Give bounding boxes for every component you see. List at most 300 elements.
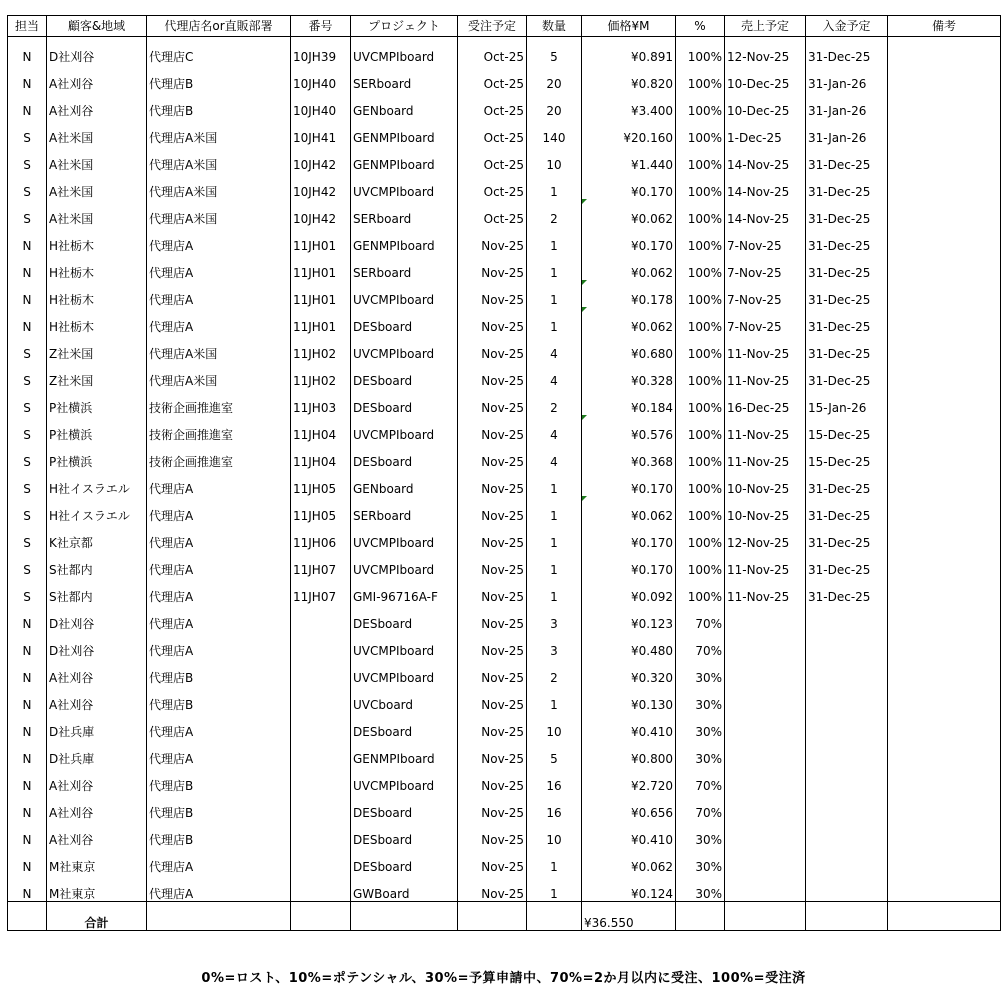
cell-percent[interactable]: 100%: [676, 64, 725, 91]
cell-customer[interactable]: H社栃木: [47, 280, 147, 307]
cell-order-date[interactable]: Nov-25: [458, 847, 527, 874]
cell-project[interactable]: DESboard: [351, 361, 458, 388]
cell-tanto[interactable]: S: [8, 388, 47, 415]
cell-sales-date[interactable]: [725, 631, 806, 658]
cell-quantity[interactable]: 20: [527, 64, 582, 91]
cell-sales-date[interactable]: 11-Nov-25: [725, 577, 806, 604]
cell-project[interactable]: GENMPIboard: [351, 739, 458, 766]
cell-tanto[interactable]: N: [8, 307, 47, 334]
cell-payment-date[interactable]: [806, 685, 888, 712]
cell-sales-date[interactable]: 11-Nov-25: [725, 361, 806, 388]
cell-payment-date[interactable]: 31-Dec-25: [806, 523, 888, 550]
cell-number[interactable]: 11JH02: [291, 334, 351, 361]
cell-quantity[interactable]: 4: [527, 415, 582, 442]
cell-percent[interactable]: 100%: [676, 307, 725, 334]
cell-payment-date[interactable]: [806, 712, 888, 739]
cell-price[interactable]: ¥1.440: [582, 145, 676, 172]
cell-price[interactable]: ¥0.820: [582, 64, 676, 91]
cell-customer[interactable]: A社刈谷: [47, 685, 147, 712]
cell-sales-date[interactable]: [725, 685, 806, 712]
cell-percent[interactable]: 30%: [676, 739, 725, 766]
cell-payment-date[interactable]: [806, 793, 888, 820]
cell-number[interactable]: [291, 604, 351, 631]
total-cell-blank[interactable]: [676, 902, 725, 931]
cell-notes[interactable]: [888, 253, 1001, 280]
cell-project[interactable]: DESboard: [351, 847, 458, 874]
cell-customer[interactable]: D社兵庫: [47, 739, 147, 766]
cell-project[interactable]: UVCMPIboard: [351, 550, 458, 577]
cell-notes[interactable]: [888, 712, 1001, 739]
cell-percent[interactable]: 100%: [676, 280, 725, 307]
cell-percent[interactable]: 100%: [676, 361, 725, 388]
cell-order-date[interactable]: Nov-25: [458, 820, 527, 847]
cell-price[interactable]: ¥0.320: [582, 658, 676, 685]
cell-tanto[interactable]: S: [8, 550, 47, 577]
cell-quantity[interactable]: 16: [527, 793, 582, 820]
cell-order-date[interactable]: Nov-25: [458, 361, 527, 388]
cell-notes[interactable]: [888, 415, 1001, 442]
cell-order-date[interactable]: Oct-25: [458, 37, 527, 65]
cell-number[interactable]: 11JH04: [291, 442, 351, 469]
cell-notes[interactable]: [888, 280, 1001, 307]
cell-number[interactable]: 11JH01: [291, 253, 351, 280]
cell-project[interactable]: DESboard: [351, 712, 458, 739]
cell-notes[interactable]: [888, 334, 1001, 361]
cell-tanto[interactable]: S: [8, 145, 47, 172]
cell-agent[interactable]: 代理店A: [147, 253, 291, 280]
header-cell-sales-date[interactable]: 売上予定: [725, 16, 806, 37]
cell-quantity[interactable]: 4: [527, 361, 582, 388]
cell-number[interactable]: 10JH40: [291, 64, 351, 91]
cell-number[interactable]: 11JH05: [291, 496, 351, 523]
cell-notes[interactable]: [888, 64, 1001, 91]
cell-agent[interactable]: 技術企画推進室: [147, 442, 291, 469]
cell-quantity[interactable]: 2: [527, 658, 582, 685]
cell-quantity[interactable]: 1: [527, 307, 582, 334]
cell-price[interactable]: ¥0.123: [582, 604, 676, 631]
cell-notes[interactable]: [888, 847, 1001, 874]
cell-order-date[interactable]: Nov-25: [458, 658, 527, 685]
cell-project[interactable]: SERboard: [351, 253, 458, 280]
cell-payment-date[interactable]: 31-Jan-26: [806, 118, 888, 145]
cell-agent[interactable]: 代理店A: [147, 874, 291, 902]
cell-project[interactable]: UVCMPIboard: [351, 334, 458, 361]
cell-tanto[interactable]: S: [8, 577, 47, 604]
total-cell-blank[interactable]: [8, 902, 47, 931]
cell-payment-date[interactable]: 31-Dec-25: [806, 280, 888, 307]
cell-quantity[interactable]: 1: [527, 280, 582, 307]
cell-payment-date[interactable]: [806, 604, 888, 631]
cell-notes[interactable]: [888, 118, 1001, 145]
header-cell-tanto[interactable]: 担当: [8, 16, 47, 37]
cell-tanto[interactable]: N: [8, 820, 47, 847]
cell-percent[interactable]: 70%: [676, 766, 725, 793]
cell-agent[interactable]: 代理店A米国: [147, 145, 291, 172]
cell-sales-date[interactable]: 16-Dec-25: [725, 388, 806, 415]
cell-quantity[interactable]: 10: [527, 820, 582, 847]
cell-project[interactable]: GWBoard: [351, 874, 458, 902]
cell-order-date[interactable]: Nov-25: [458, 307, 527, 334]
header-cell-price[interactable]: 価格¥M: [582, 16, 676, 37]
cell-quantity[interactable]: 1: [527, 847, 582, 874]
cell-agent[interactable]: 代理店A: [147, 496, 291, 523]
cell-notes[interactable]: [888, 739, 1001, 766]
cell-price[interactable]: ¥0.576: [582, 415, 676, 442]
cell-order-date[interactable]: Nov-25: [458, 388, 527, 415]
header-cell-number[interactable]: 番号: [291, 16, 351, 37]
cell-notes[interactable]: [888, 685, 1001, 712]
cell-quantity[interactable]: 1: [527, 253, 582, 280]
cell-percent[interactable]: 100%: [676, 172, 725, 199]
cell-customer[interactable]: P社横浜: [47, 442, 147, 469]
cell-percent[interactable]: 100%: [676, 145, 725, 172]
cell-notes[interactable]: [888, 523, 1001, 550]
cell-agent[interactable]: 代理店A: [147, 631, 291, 658]
cell-tanto[interactable]: N: [8, 658, 47, 685]
cell-project[interactable]: DESboard: [351, 442, 458, 469]
cell-order-date[interactable]: Nov-25: [458, 685, 527, 712]
cell-price[interactable]: ¥0.124: [582, 874, 676, 902]
cell-quantity[interactable]: 4: [527, 334, 582, 361]
cell-customer[interactable]: A社刈谷: [47, 658, 147, 685]
cell-order-date[interactable]: Oct-25: [458, 199, 527, 226]
cell-price[interactable]: ¥0.062: [582, 253, 676, 280]
cell-percent[interactable]: 100%: [676, 388, 725, 415]
cell-notes[interactable]: [888, 631, 1001, 658]
cell-agent[interactable]: 代理店A: [147, 307, 291, 334]
cell-agent[interactable]: 代理店A: [147, 712, 291, 739]
cell-agent[interactable]: 代理店A: [147, 469, 291, 496]
cell-percent[interactable]: 100%: [676, 334, 725, 361]
cell-number[interactable]: 11JH03: [291, 388, 351, 415]
cell-agent[interactable]: 代理店A: [147, 523, 291, 550]
cell-quantity[interactable]: 1: [527, 496, 582, 523]
cell-sales-date[interactable]: 11-Nov-25: [725, 442, 806, 469]
cell-price[interactable]: ¥0.062: [582, 847, 676, 874]
cell-sales-date[interactable]: 11-Nov-25: [725, 334, 806, 361]
cell-project[interactable]: UVCMPIboard: [351, 766, 458, 793]
cell-customer[interactable]: D社刈谷: [47, 631, 147, 658]
cell-tanto[interactable]: S: [8, 442, 47, 469]
cell-price[interactable]: ¥0.170: [582, 226, 676, 253]
cell-number[interactable]: [291, 820, 351, 847]
cell-quantity[interactable]: 1: [527, 685, 582, 712]
cell-percent[interactable]: 100%: [676, 469, 725, 496]
total-cell-blank[interactable]: [806, 902, 888, 931]
cell-notes[interactable]: [888, 793, 1001, 820]
cell-notes[interactable]: [888, 577, 1001, 604]
cell-payment-date[interactable]: 31-Dec-25: [806, 145, 888, 172]
cell-price[interactable]: ¥0.092: [582, 577, 676, 604]
cell-tanto[interactable]: N: [8, 226, 47, 253]
cell-project[interactable]: UVCMPIboard: [351, 172, 458, 199]
cell-payment-date[interactable]: 31-Jan-26: [806, 64, 888, 91]
cell-project[interactable]: UVCMPIboard: [351, 658, 458, 685]
cell-project[interactable]: GMI-96716A-F: [351, 577, 458, 604]
cell-number[interactable]: 11JH05: [291, 469, 351, 496]
cell-quantity[interactable]: 3: [527, 631, 582, 658]
cell-price[interactable]: ¥0.062: [582, 496, 676, 523]
cell-quantity[interactable]: 1: [527, 874, 582, 902]
cell-quantity[interactable]: 1: [527, 226, 582, 253]
cell-project[interactable]: SERboard: [351, 496, 458, 523]
cell-number[interactable]: 10JH39: [291, 37, 351, 65]
cell-project[interactable]: SERboard: [351, 64, 458, 91]
cell-sales-date[interactable]: [725, 739, 806, 766]
header-cell-project[interactable]: プロジェクト: [351, 16, 458, 37]
cell-number[interactable]: [291, 658, 351, 685]
cell-sales-date[interactable]: [725, 847, 806, 874]
cell-agent[interactable]: 代理店B: [147, 658, 291, 685]
cell-notes[interactable]: [888, 442, 1001, 469]
cell-percent[interactable]: 30%: [676, 847, 725, 874]
cell-tanto[interactable]: N: [8, 604, 47, 631]
cell-sales-date[interactable]: [725, 604, 806, 631]
cell-percent[interactable]: 30%: [676, 685, 725, 712]
cell-notes[interactable]: [888, 91, 1001, 118]
cell-project[interactable]: DESboard: [351, 820, 458, 847]
cell-price[interactable]: ¥3.400: [582, 91, 676, 118]
cell-customer[interactable]: A社刈谷: [47, 91, 147, 118]
cell-agent[interactable]: 代理店A米国: [147, 118, 291, 145]
cell-percent[interactable]: 100%: [676, 523, 725, 550]
cell-agent[interactable]: 代理店A米国: [147, 172, 291, 199]
cell-order-date[interactable]: Nov-25: [458, 496, 527, 523]
cell-customer[interactable]: M社東京: [47, 847, 147, 874]
cell-percent[interactable]: 100%: [676, 253, 725, 280]
cell-percent[interactable]: 100%: [676, 118, 725, 145]
cell-payment-date[interactable]: [806, 658, 888, 685]
cell-tanto[interactable]: N: [8, 631, 47, 658]
cell-sales-date[interactable]: 11-Nov-25: [725, 550, 806, 577]
cell-quantity[interactable]: 1: [527, 172, 582, 199]
cell-quantity[interactable]: 5: [527, 739, 582, 766]
cell-payment-date[interactable]: 31-Dec-25: [806, 226, 888, 253]
cell-payment-date[interactable]: [806, 631, 888, 658]
cell-price[interactable]: ¥0.328: [582, 361, 676, 388]
total-cell-blank[interactable]: [527, 902, 582, 931]
cell-percent[interactable]: 30%: [676, 874, 725, 902]
cell-order-date[interactable]: Oct-25: [458, 172, 527, 199]
cell-number[interactable]: 10JH40: [291, 91, 351, 118]
cell-price[interactable]: ¥0.891: [582, 37, 676, 65]
cell-percent[interactable]: 70%: [676, 604, 725, 631]
cell-number[interactable]: [291, 712, 351, 739]
cell-number[interactable]: [291, 793, 351, 820]
cell-customer[interactable]: A社米国: [47, 199, 147, 226]
cell-price[interactable]: ¥0.170: [582, 172, 676, 199]
cell-order-date[interactable]: Nov-25: [458, 226, 527, 253]
cell-payment-date[interactable]: 31-Jan-26: [806, 91, 888, 118]
cell-percent[interactable]: 30%: [676, 658, 725, 685]
cell-agent[interactable]: 代理店A: [147, 280, 291, 307]
cell-number[interactable]: 11JH01: [291, 280, 351, 307]
cell-number[interactable]: 11JH06: [291, 523, 351, 550]
cell-tanto[interactable]: N: [8, 91, 47, 118]
cell-sales-date[interactable]: [725, 712, 806, 739]
cell-percent[interactable]: 100%: [676, 577, 725, 604]
cell-tanto[interactable]: N: [8, 739, 47, 766]
cell-payment-date[interactable]: 15-Dec-25: [806, 415, 888, 442]
cell-customer[interactable]: D社刈谷: [47, 37, 147, 65]
cell-tanto[interactable]: S: [8, 496, 47, 523]
cell-price[interactable]: ¥0.368: [582, 442, 676, 469]
header-cell-notes[interactable]: 備考: [888, 16, 1001, 37]
cell-customer[interactable]: H社栃木: [47, 226, 147, 253]
cell-quantity[interactable]: 140: [527, 118, 582, 145]
cell-price[interactable]: ¥0.062: [582, 199, 676, 226]
cell-order-date[interactable]: Nov-25: [458, 712, 527, 739]
cell-tanto[interactable]: N: [8, 37, 47, 65]
cell-agent[interactable]: 代理店B: [147, 820, 291, 847]
cell-price[interactable]: ¥0.800: [582, 739, 676, 766]
cell-payment-date[interactable]: 31-Dec-25: [806, 469, 888, 496]
cell-sales-date[interactable]: 7-Nov-25: [725, 307, 806, 334]
cell-payment-date[interactable]: 31-Dec-25: [806, 496, 888, 523]
cell-percent[interactable]: 70%: [676, 793, 725, 820]
cell-percent[interactable]: 30%: [676, 712, 725, 739]
cell-number[interactable]: 10JH42: [291, 172, 351, 199]
cell-payment-date[interactable]: [806, 820, 888, 847]
cell-agent[interactable]: 代理店B: [147, 64, 291, 91]
cell-agent[interactable]: 代理店A米国: [147, 361, 291, 388]
cell-notes[interactable]: [888, 145, 1001, 172]
cell-order-date[interactable]: Nov-25: [458, 631, 527, 658]
cell-tanto[interactable]: N: [8, 766, 47, 793]
cell-percent[interactable]: 100%: [676, 496, 725, 523]
cell-price[interactable]: ¥0.130: [582, 685, 676, 712]
cell-payment-date[interactable]: 31-Dec-25: [806, 577, 888, 604]
cell-project[interactable]: GENboard: [351, 469, 458, 496]
cell-project[interactable]: UVCMPIboard: [351, 415, 458, 442]
cell-price[interactable]: ¥0.680: [582, 334, 676, 361]
cell-payment-date[interactable]: 31-Dec-25: [806, 37, 888, 65]
cell-order-date[interactable]: Oct-25: [458, 118, 527, 145]
header-cell-quantity[interactable]: 数量: [527, 16, 582, 37]
cell-project[interactable]: GENMPIboard: [351, 226, 458, 253]
cell-number[interactable]: [291, 847, 351, 874]
cell-customer[interactable]: P社横浜: [47, 415, 147, 442]
cell-notes[interactable]: [888, 199, 1001, 226]
cell-agent[interactable]: 代理店B: [147, 91, 291, 118]
cell-order-date[interactable]: Nov-25: [458, 604, 527, 631]
cell-order-date[interactable]: Nov-25: [458, 874, 527, 902]
cell-agent[interactable]: 代理店A: [147, 739, 291, 766]
cell-order-date[interactable]: Oct-25: [458, 91, 527, 118]
cell-tanto[interactable]: S: [8, 415, 47, 442]
cell-customer[interactable]: D社兵庫: [47, 712, 147, 739]
cell-order-date[interactable]: Nov-25: [458, 280, 527, 307]
total-value[interactable]: ¥36.550: [582, 902, 676, 931]
cell-agent[interactable]: 技術企画推進室: [147, 415, 291, 442]
cell-tanto[interactable]: N: [8, 712, 47, 739]
cell-agent[interactable]: 代理店A: [147, 604, 291, 631]
cell-sales-date[interactable]: 7-Nov-25: [725, 253, 806, 280]
cell-number[interactable]: 10JH42: [291, 145, 351, 172]
cell-customer[interactable]: A社刈谷: [47, 820, 147, 847]
cell-project[interactable]: UVCMPIboard: [351, 280, 458, 307]
total-label[interactable]: 合計: [47, 902, 147, 931]
cell-price[interactable]: ¥0.656: [582, 793, 676, 820]
cell-percent[interactable]: 100%: [676, 226, 725, 253]
cell-project[interactable]: UVCMPIboard: [351, 37, 458, 65]
cell-customer[interactable]: K社京都: [47, 523, 147, 550]
cell-notes[interactable]: [888, 361, 1001, 388]
cell-project[interactable]: DESboard: [351, 793, 458, 820]
cell-number[interactable]: 11JH07: [291, 550, 351, 577]
cell-percent[interactable]: 100%: [676, 550, 725, 577]
header-cell-customer[interactable]: 顧客&地域: [47, 16, 147, 37]
cell-notes[interactable]: [888, 766, 1001, 793]
cell-customer[interactable]: H社栃木: [47, 307, 147, 334]
cell-payment-date[interactable]: 31-Dec-25: [806, 334, 888, 361]
cell-sales-date[interactable]: 7-Nov-25: [725, 226, 806, 253]
cell-quantity[interactable]: 16: [527, 766, 582, 793]
total-cell-blank[interactable]: [458, 902, 527, 931]
cell-quantity[interactable]: 3: [527, 604, 582, 631]
cell-order-date[interactable]: Nov-25: [458, 334, 527, 361]
cell-notes[interactable]: [888, 172, 1001, 199]
cell-agent[interactable]: 代理店A: [147, 577, 291, 604]
header-cell-percent[interactable]: %: [676, 16, 725, 37]
cell-payment-date[interactable]: 31-Dec-25: [806, 172, 888, 199]
cell-order-date[interactable]: Oct-25: [458, 145, 527, 172]
cell-price[interactable]: ¥0.178: [582, 280, 676, 307]
total-cell-blank[interactable]: [291, 902, 351, 931]
cell-sales-date[interactable]: 10-Nov-25: [725, 496, 806, 523]
total-cell-blank[interactable]: [888, 902, 1001, 931]
cell-tanto[interactable]: N: [8, 847, 47, 874]
cell-notes[interactable]: [888, 658, 1001, 685]
cell-notes[interactable]: [888, 820, 1001, 847]
cell-price[interactable]: ¥0.410: [582, 712, 676, 739]
cell-number[interactable]: 11JH04: [291, 415, 351, 442]
cell-quantity[interactable]: 10: [527, 145, 582, 172]
cell-tanto[interactable]: S: [8, 523, 47, 550]
cell-price[interactable]: ¥0.170: [582, 469, 676, 496]
cell-price[interactable]: ¥0.170: [582, 523, 676, 550]
cell-price[interactable]: ¥0.184: [582, 388, 676, 415]
cell-number[interactable]: 11JH07: [291, 577, 351, 604]
cell-quantity[interactable]: 2: [527, 199, 582, 226]
cell-project[interactable]: UVCboard: [351, 685, 458, 712]
cell-quantity[interactable]: 2: [527, 388, 582, 415]
cell-notes[interactable]: [888, 469, 1001, 496]
total-cell-blank[interactable]: [351, 902, 458, 931]
cell-notes[interactable]: [888, 226, 1001, 253]
cell-notes[interactable]: [888, 874, 1001, 902]
cell-tanto[interactable]: N: [8, 793, 47, 820]
cell-number[interactable]: [291, 766, 351, 793]
cell-number[interactable]: 10JH41: [291, 118, 351, 145]
cell-number[interactable]: 10JH42: [291, 199, 351, 226]
cell-number[interactable]: [291, 874, 351, 902]
cell-sales-date[interactable]: [725, 874, 806, 902]
cell-customer[interactable]: A社刈谷: [47, 64, 147, 91]
cell-project[interactable]: DESboard: [351, 604, 458, 631]
cell-payment-date[interactable]: 15-Dec-25: [806, 442, 888, 469]
cell-agent[interactable]: 代理店C: [147, 37, 291, 65]
cell-sales-date[interactable]: 14-Nov-25: [725, 145, 806, 172]
cell-order-date[interactable]: Oct-25: [458, 64, 527, 91]
cell-quantity[interactable]: 1: [527, 469, 582, 496]
cell-customer[interactable]: A社刈谷: [47, 766, 147, 793]
cell-customer[interactable]: A社米国: [47, 172, 147, 199]
cell-order-date[interactable]: Nov-25: [458, 793, 527, 820]
cell-quantity[interactable]: 4: [527, 442, 582, 469]
cell-customer[interactable]: Z社米国: [47, 334, 147, 361]
cell-notes[interactable]: [888, 307, 1001, 334]
